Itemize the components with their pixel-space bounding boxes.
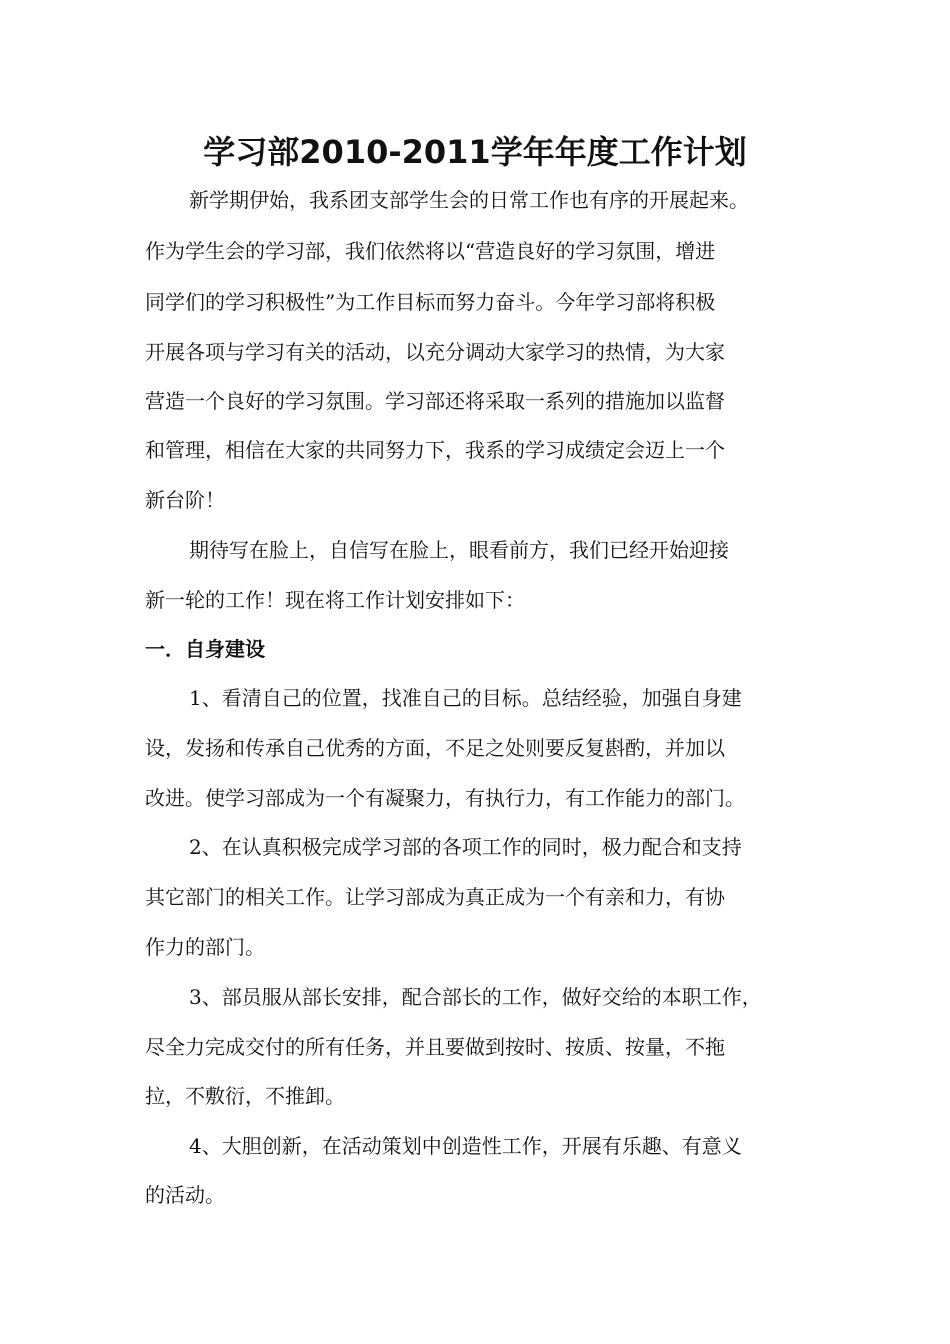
- paragraph-line: 期待写在脸上，自信写在脸上，眼看前方，我们已经开始迎接: [189, 538, 729, 562]
- paragraph-line: 3、部员服从部长安排，配合部长的工作，做好交给的本职工作，: [189, 985, 762, 1009]
- paragraph-line: 同学们的学习积极性”为工作目标而努力奋斗。今年学习部将积极: [145, 290, 716, 314]
- paragraph-line: 营造一个良好的学习氛围。学习部还将采取一系列的措施加以监督: [145, 389, 725, 413]
- paragraph-line: 其它部门的相关工作。让学习部成为真正成为一个有亲和力，有协: [145, 885, 725, 909]
- paragraph-line: 设，发扬和传承自己优秀的方面，不足之处则要反复斟酌，并加以: [145, 736, 725, 760]
- paragraph-line: 新学期伊始，我系团支部学生会的日常工作也有序的开展起来。: [189, 188, 749, 212]
- paragraph-line: 尽全力完成交付的所有任务，并且要做到按时、按质、按量，不拖: [145, 1035, 725, 1059]
- paragraph-line: 开展各项与学习有关的活动，以充分调动大家学习的热情，为大家: [145, 340, 725, 364]
- paragraph-line: 4、大胆创新，在活动策划中创造性工作，开展有乐趣、有意义: [189, 1134, 742, 1158]
- paragraph-line: 改进。使学习部成为一个有凝聚力，有执行力，有工作能力的部门。: [145, 786, 745, 810]
- section-heading: 一．自身建设: [145, 637, 265, 661]
- document-title: 学习部2010-2011学年年度工作计划: [203, 133, 747, 171]
- paragraph-line: 的活动。: [145, 1183, 225, 1207]
- paragraph-line: 新台阶！: [145, 488, 225, 512]
- paragraph-line: 新一轮的工作！现在将工作计划安排如下：: [145, 588, 525, 612]
- paragraph-line: 作力的部门。: [145, 935, 265, 959]
- paragraph-line: 作为学生会的学习部，我们依然将以“营造良好的学习氛围，增进: [145, 239, 716, 263]
- paragraph-line: 拉，不敷衍，不推卸。: [145, 1084, 345, 1108]
- paragraph-line: 和管理，相信在大家的共同努力下，我系的学习成绩定会迈上一个: [145, 438, 725, 462]
- paragraph-line: 1、看清自己的位置，找准自己的目标。总结经验，加强自身建: [189, 686, 742, 710]
- paragraph-line: 2、在认真积极完成学习部的各项工作的同时，极力配合和支持: [189, 835, 742, 859]
